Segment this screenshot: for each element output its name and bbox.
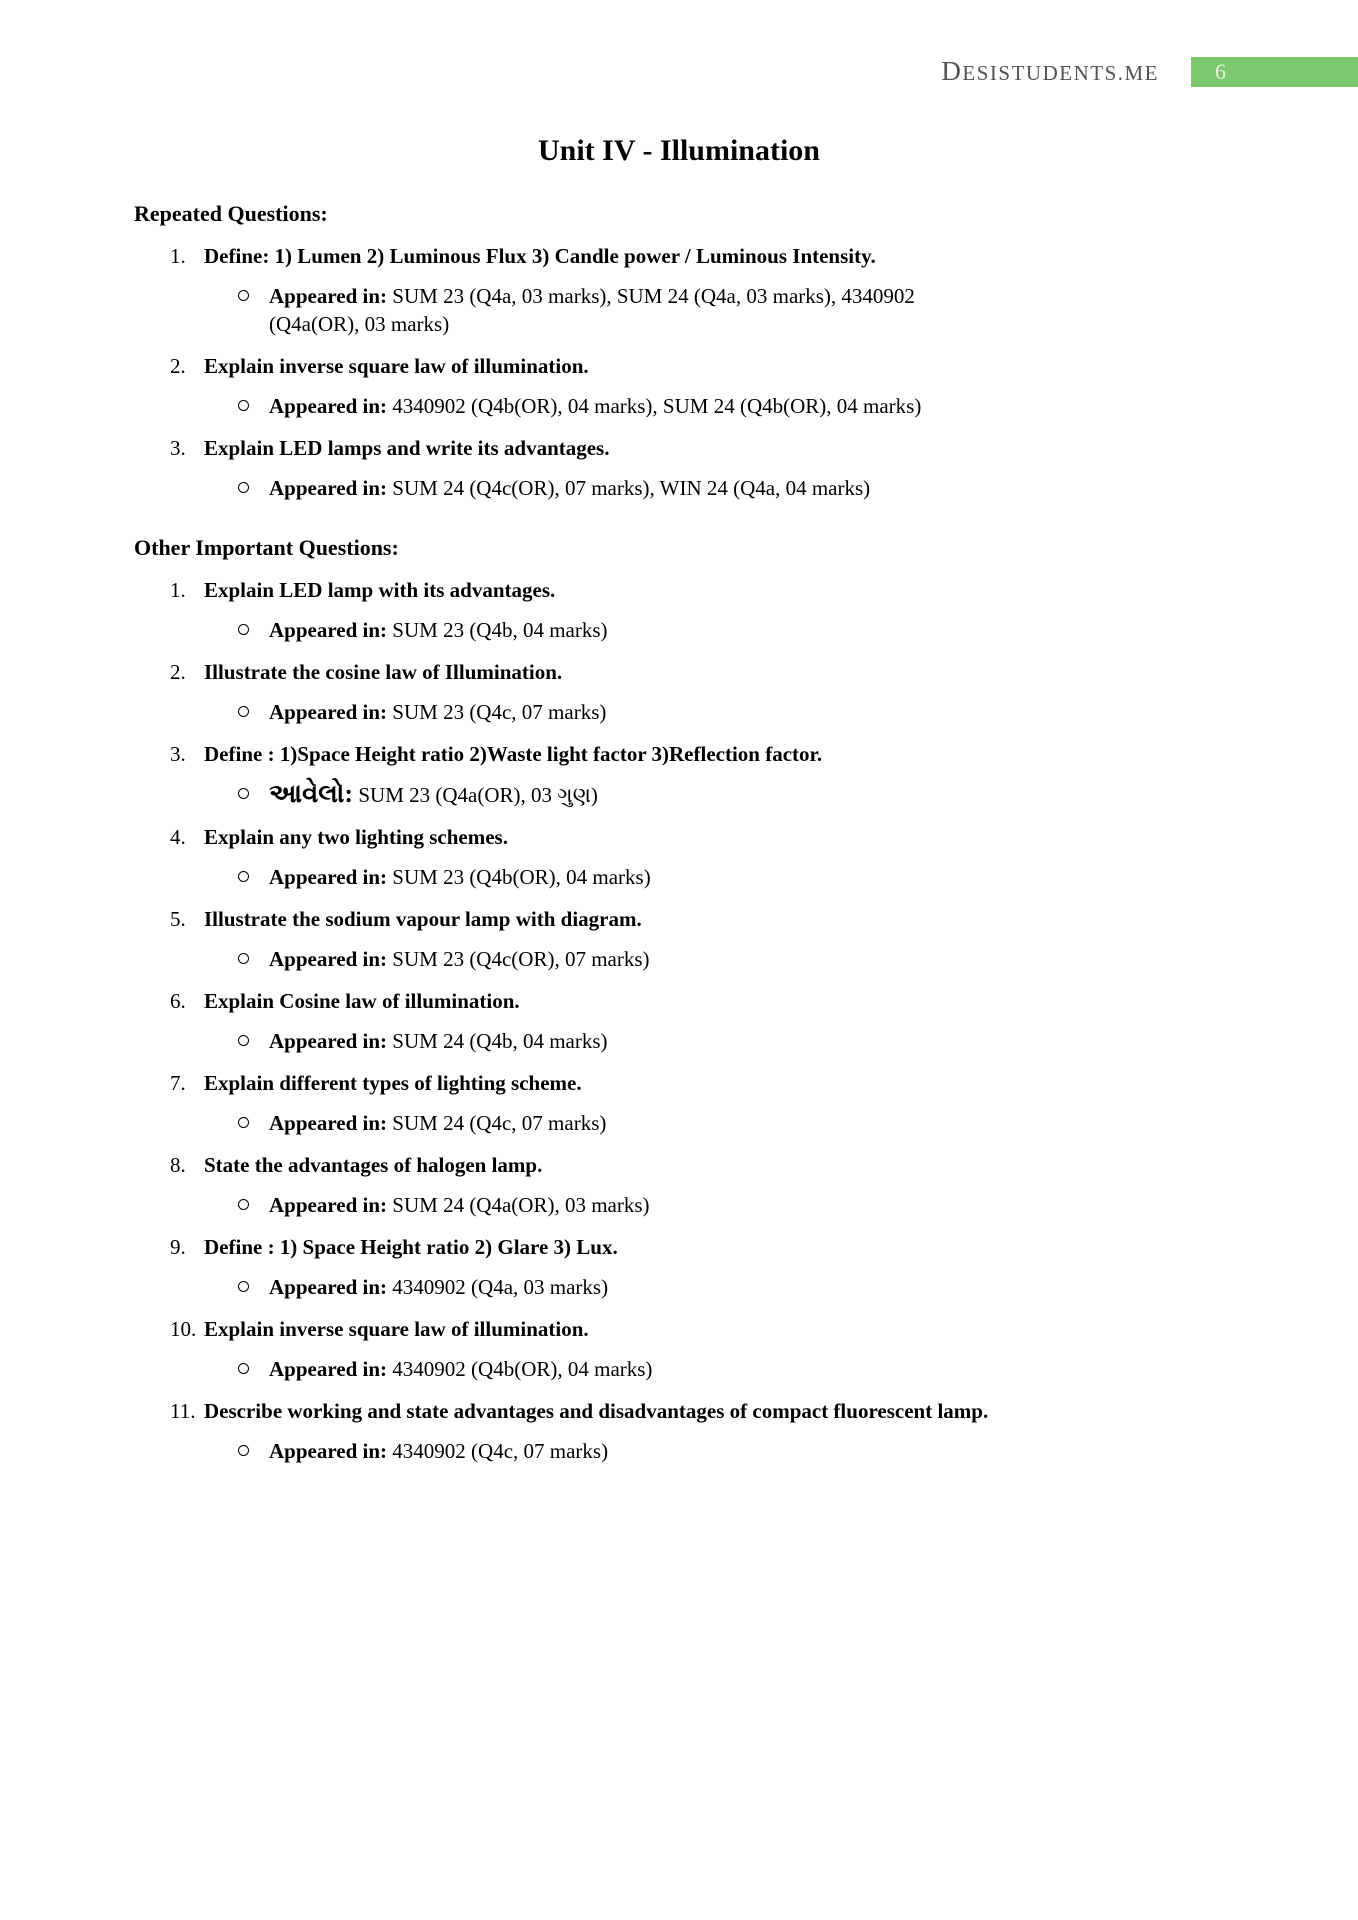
appearance-value: SUM 23 (Q4c, 07 marks) <box>392 700 607 724</box>
circle-bullet-icon <box>238 400 249 411</box>
section-heading: Repeated Questions: <box>134 201 328 226</box>
appearance-label: Appeared in: <box>269 865 388 889</box>
question-number: 4. <box>170 825 186 849</box>
appearance-line <box>238 1027 1238 1055</box>
sections-container <box>134 200 1238 1465</box>
question-line <box>170 1070 1238 1097</box>
question-number: 5. <box>170 907 186 931</box>
question-item <box>170 435 1238 502</box>
question-text: Describe working and state advantages and disadvantages of compact fluorescent lamp. <box>204 1399 989 1423</box>
question-list <box>134 577 1238 1465</box>
section-heading: Other Important Questions: <box>134 535 399 560</box>
question-number: 1. <box>170 578 186 602</box>
question-item <box>170 659 1238 726</box>
appearance-value: SUM 24 (Q4b, 04 marks) <box>392 1029 608 1053</box>
appearance-label: Appeared in: <box>269 1275 388 1299</box>
question-list <box>134 243 1238 502</box>
site-label: DESISTUDENTS.ME <box>941 56 1159 86</box>
appearance-label: Appeared in: <box>269 1111 388 1135</box>
question-line <box>170 353 1238 380</box>
appearance-value: SUM 23 (Q4a, 03 marks), SUM 24 (Q4a, 03 marks), 4340902 (Q4a(OR), 03 marks) <box>269 284 915 336</box>
question-number: 2. <box>170 354 186 378</box>
appearance-label: Appeared in: <box>269 1357 388 1381</box>
appearance-value: SUM 24 (Q4a(OR), 03 marks) <box>392 1193 650 1217</box>
circle-bullet-icon <box>238 482 249 493</box>
question-item <box>170 1234 1238 1301</box>
question-item <box>170 741 1238 809</box>
question-text: Illustrate the cosine law of Illumination. <box>204 660 563 684</box>
appearance-line <box>238 616 1238 644</box>
appearance-label: Appeared in: <box>269 947 388 971</box>
question-number: 2. <box>170 660 186 684</box>
appearance-label: Appeared in: <box>269 1029 388 1053</box>
circle-bullet-icon <box>238 1445 249 1456</box>
question-line <box>170 659 1238 686</box>
question-number: 3. <box>170 742 186 766</box>
question-item <box>170 577 1238 644</box>
circle-bullet-icon <box>238 1199 249 1210</box>
appearance-value: 4340902 (Q4b(OR), 04 marks) <box>392 1357 653 1381</box>
question-item <box>170 1316 1238 1383</box>
appearance-text <box>269 282 969 338</box>
appearance-label: Appeared in: <box>269 476 388 500</box>
appearance-line <box>238 1355 1238 1383</box>
question-text: Define : 1)Space Height ratio 2)Waste light factor 3)Reflection factor. <box>204 742 823 766</box>
appearance-text <box>269 1027 608 1055</box>
question-number: 3. <box>170 436 186 460</box>
appearance-text <box>269 945 650 973</box>
appearance-value: 4340902 (Q4a, 03 marks) <box>392 1275 609 1299</box>
question-line <box>170 906 1238 933</box>
question-item <box>170 1070 1238 1137</box>
question-item <box>170 1398 1238 1465</box>
page-header <box>0 0 1358 88</box>
question-item <box>170 988 1238 1055</box>
appearance-text <box>269 616 608 644</box>
question-item <box>170 824 1238 891</box>
question-line <box>170 1316 1238 1343</box>
appearance-label: Appeared in: <box>269 394 388 418</box>
appearance-text <box>269 1355 652 1383</box>
appearance-line <box>238 282 1238 338</box>
circle-bullet-icon <box>238 290 249 301</box>
appearance-line <box>238 1273 1238 1301</box>
circle-bullet-icon <box>238 706 249 717</box>
question-item <box>170 906 1238 973</box>
question-line <box>170 435 1238 462</box>
appearance-line <box>238 1109 1238 1137</box>
question-line <box>170 824 1238 851</box>
question-line <box>170 741 1238 768</box>
question-number: 1. <box>170 244 186 268</box>
appearance-line <box>238 474 1238 502</box>
appearance-value: SUM 24 (Q4c, 07 marks) <box>392 1111 607 1135</box>
appearance-value: SUM 23 (Q4b(OR), 04 marks) <box>392 865 651 889</box>
appearance-text <box>269 1273 608 1301</box>
appearance-label: Appeared in: <box>269 284 388 308</box>
appearance-value: 4340902 (Q4b(OR), 04 marks), SUM 24 (Q4b(OR), 04 marks) <box>392 394 922 418</box>
appearance-label: Appeared in: <box>269 618 388 642</box>
question-number: 9. <box>170 1235 186 1259</box>
appearance-text <box>269 698 606 726</box>
appearance-label: Appeared in: <box>269 1439 388 1463</box>
question-item <box>170 1152 1238 1219</box>
appearance-value: SUM 24 (Q4c(OR), 07 marks), WIN 24 (Q4a, 04 marks) <box>392 476 871 500</box>
appearance-text <box>269 863 651 891</box>
question-line <box>170 1152 1238 1179</box>
page-number-badge <box>1191 57 1358 87</box>
page-title: Unit IV - Illumination <box>537 134 820 167</box>
circle-bullet-icon <box>238 1035 249 1046</box>
appearance-value: SUM 23 (Q4b, 04 marks) <box>392 618 608 642</box>
circle-bullet-icon <box>238 788 249 799</box>
appearance-line <box>238 863 1238 891</box>
question-text: Explain inverse square law of illumination. <box>204 1317 589 1341</box>
question-line <box>170 1398 1238 1425</box>
question-text: Explain Cosine law of illumination. <box>204 989 520 1013</box>
circle-bullet-icon <box>238 1281 249 1292</box>
appearance-line <box>238 1191 1238 1219</box>
question-line <box>170 243 1238 270</box>
appearance-text <box>269 392 921 420</box>
question-number: 6. <box>170 989 186 1013</box>
question-text: Explain LED lamps and write its advantages. <box>204 436 610 460</box>
appearance-text <box>269 1109 606 1137</box>
circle-bullet-icon <box>238 1117 249 1128</box>
appearance-label: આવેલો: <box>269 779 354 808</box>
question-text: Explain different types of lighting scheme. <box>204 1071 582 1095</box>
appearance-value: SUM 23 (Q4a(OR), 03 ગુણ) <box>358 783 598 807</box>
appearance-label: Appeared in: <box>269 700 388 724</box>
appearance-text <box>269 474 870 502</box>
appearance-line <box>238 780 1238 809</box>
circle-bullet-icon <box>238 1363 249 1374</box>
appearance-line <box>238 698 1238 726</box>
question-section <box>134 200 1238 502</box>
question-text: Explain inverse square law of illumination. <box>204 354 589 378</box>
question-line <box>170 988 1238 1015</box>
question-text: Explain LED lamp with its advantages. <box>204 578 556 602</box>
circle-bullet-icon <box>238 953 249 964</box>
question-text: Define: 1) Lumen 2) Luminous Flux 3) Candle power / Luminous Intensity. <box>204 244 876 268</box>
question-number: 7. <box>170 1071 186 1095</box>
question-text: Define : 1) Space Height ratio 2) Glare 3) Lux. <box>204 1235 618 1259</box>
appearance-value: 4340902 (Q4c, 07 marks) <box>392 1439 609 1463</box>
appearance-line <box>238 392 1238 420</box>
circle-bullet-icon <box>238 871 249 882</box>
question-text: Illustrate the sodium vapour lamp with diagram. <box>204 907 642 931</box>
appearance-line <box>238 945 1238 973</box>
question-text: Explain any two lighting schemes. <box>204 825 508 849</box>
question-line <box>170 1234 1238 1261</box>
circle-bullet-icon <box>238 624 249 635</box>
question-number: 11. <box>170 1399 196 1423</box>
question-item <box>170 243 1238 338</box>
appearance-label: Appeared in: <box>269 1193 388 1217</box>
appearance-value: SUM 23 (Q4c(OR), 07 marks) <box>392 947 650 971</box>
question-number: 8. <box>170 1153 186 1177</box>
question-line <box>170 577 1238 604</box>
appearance-text <box>269 1437 608 1465</box>
question-section <box>134 534 1238 1465</box>
question-text: State the advantages of halogen lamp. <box>204 1153 543 1177</box>
appearance-text <box>269 1191 650 1219</box>
question-item <box>170 353 1238 420</box>
question-number: 10. <box>170 1317 197 1341</box>
appearance-text <box>269 780 598 809</box>
page-number: 6 <box>1215 59 1226 84</box>
appearance-line <box>238 1437 1238 1465</box>
